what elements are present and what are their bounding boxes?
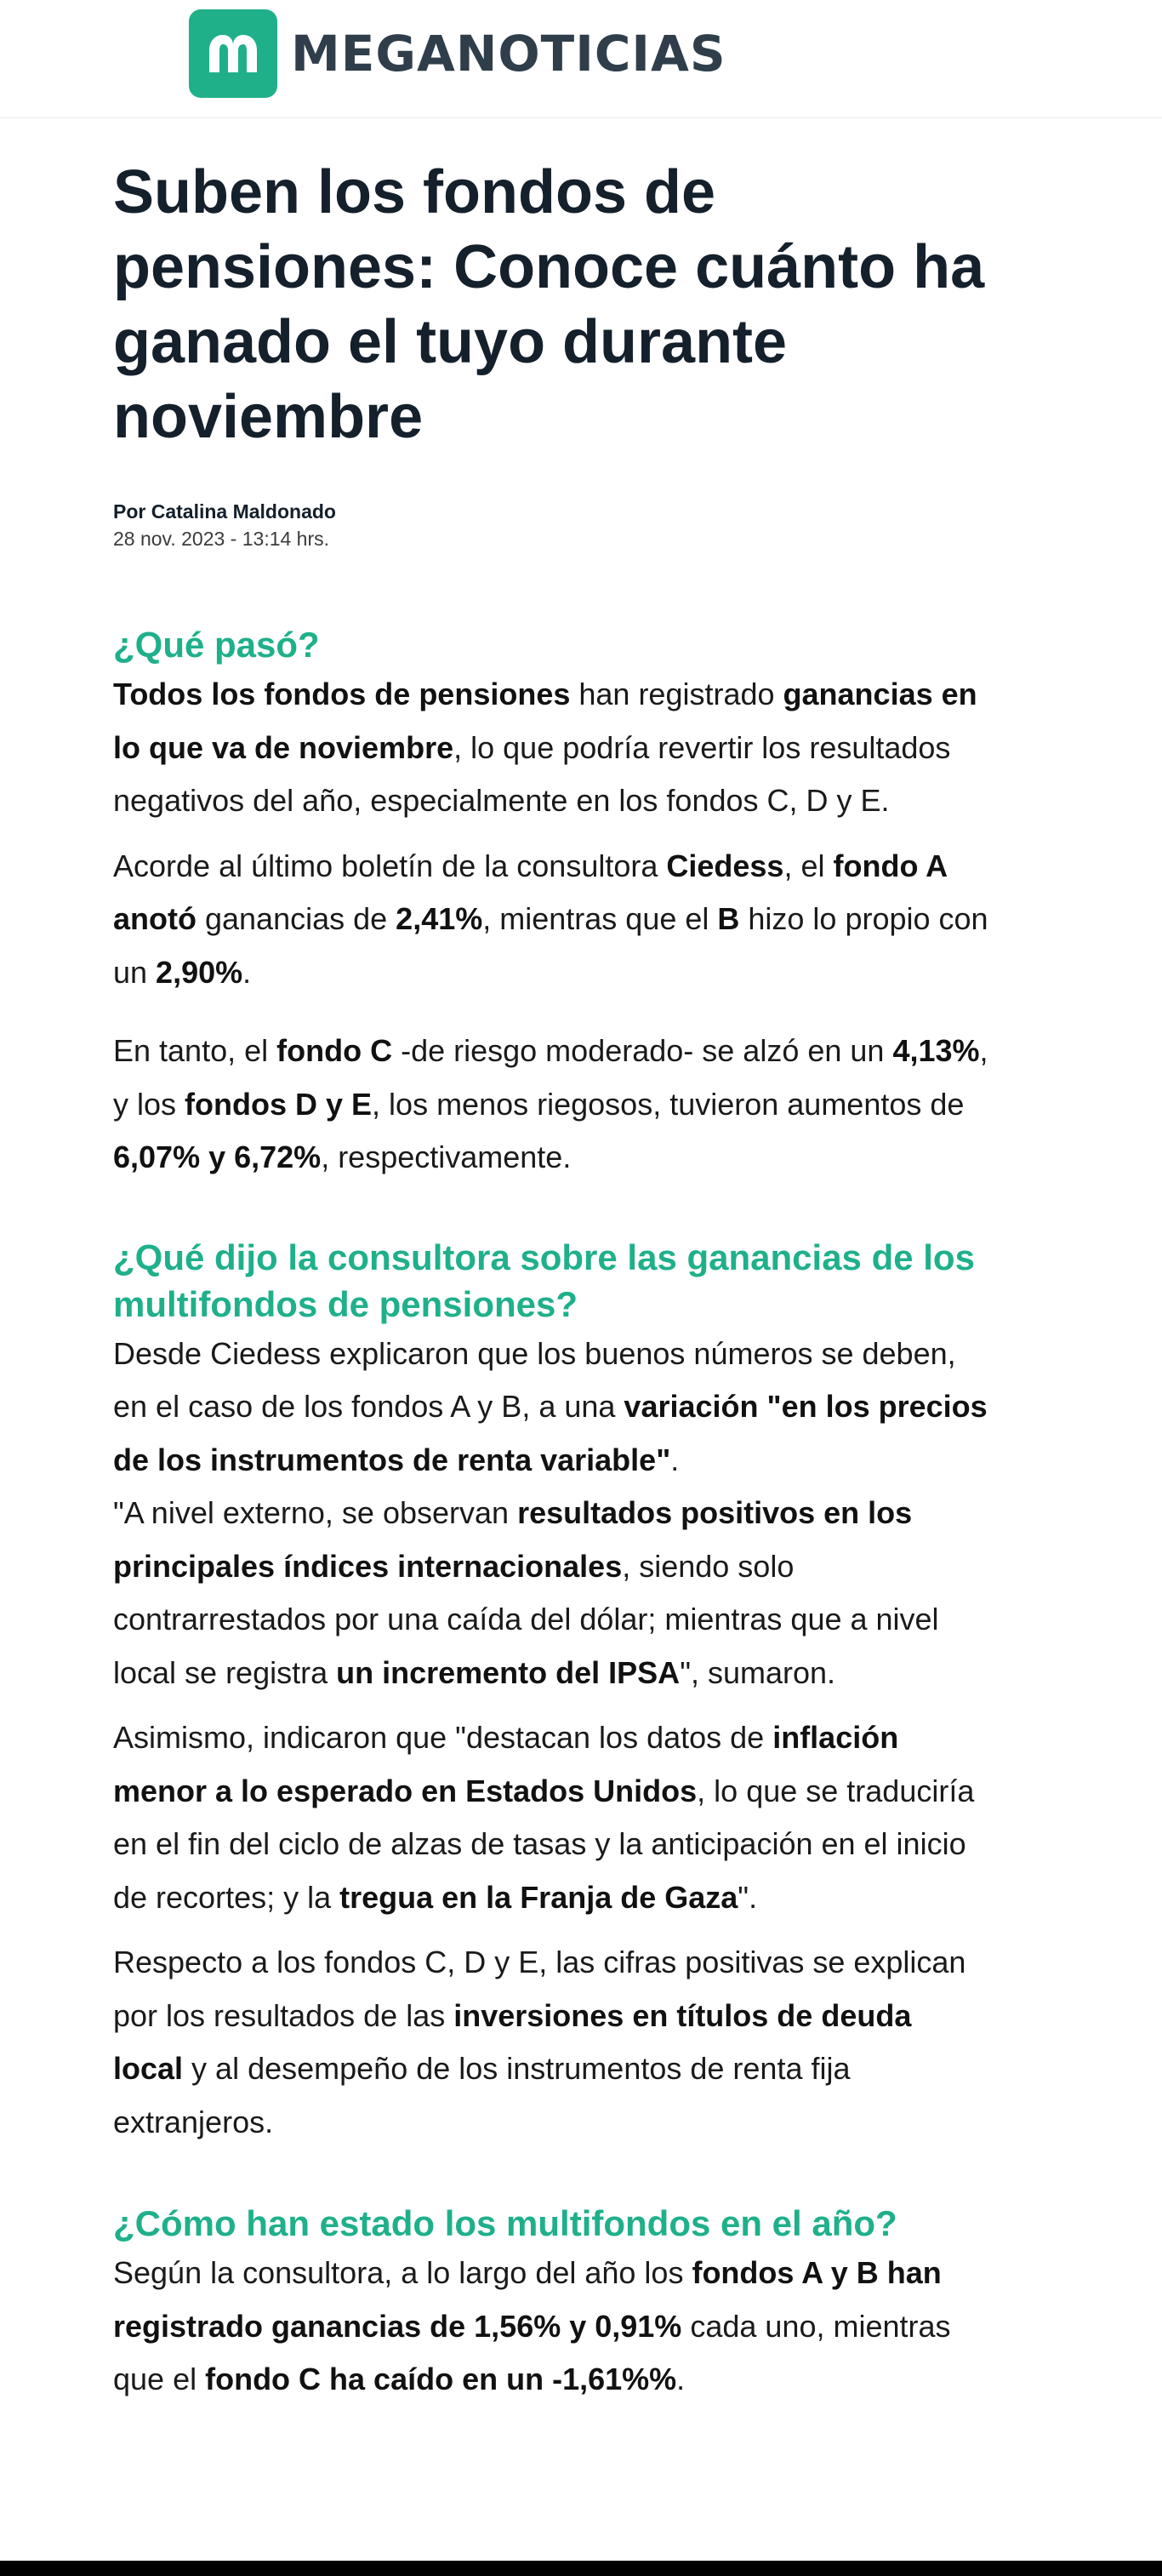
article-title: Suben los fondos de pensiones: Conoce cuánto ha ganado el tuyo durante noviembre [113,158,985,451]
article-paragraph [113,668,989,828]
article-paragraph [113,1328,989,1488]
bold-text: ganancias en lo que va de noviembre [113,677,977,765]
article-date: 28 nov. 2023 - 13:14 hrs. [113,528,330,550]
text-run: Acorde al último boletín de la consultora [113,848,667,883]
bold-text: tregua en la Franja de Gaza [339,1879,738,1915]
bold-text: fondo C ha caído en un -1,61%% [205,2362,677,2396]
bold-text: inflación menor a lo esperado en Estados Unidos [113,1720,899,1808]
article-author: Por Catalina Maldonado [113,500,336,523]
text-run: ganancias de [196,901,396,936]
bold-text: 6,07% y 6,72% [113,1139,322,1174]
article-paragraph [113,1025,989,1185]
bold-text: 4,13% [892,1033,980,1068]
article-paragraph [113,2247,989,2407]
text-run: ". [738,1879,758,1915]
bold-text: variación "en los precios de los instrumentos de renta variable" [113,1389,988,1477]
text-run: "A nivel externo, se observan [113,1495,518,1530]
bottom-bar [0,2561,1162,2576]
site-logo-link[interactable] [189,9,726,98]
byline [113,497,998,551]
bold-text: 2,90% [156,954,243,990]
site-header [0,0,1162,118]
text-run: y al desempeño de los instrumentos de renta fija extranjeros. [113,2051,851,2139]
text-run: , el [783,848,834,883]
bold-text: fondos D y E [185,1086,373,1122]
text-run: . [676,2362,686,2396]
text-run: han registrado [570,677,783,711]
section-heading: ¿Cómo han estado los multifondos en el año? [113,2203,897,2243]
article-header [113,155,998,551]
bold-text: un incremento del IPSA [336,1654,681,1690]
text-run: -de riesgo moderado- se alzó en un [392,1033,893,1068]
text-run: , siendo solo contrarrestados por una caída del dólar; mientras que a nivel local se registra [113,1548,939,1690]
article-paragraph [113,840,989,1000]
text-run: Respecto a los fondos C, D y E, las cifras positivas se explican por los resultados de las [113,1945,966,2033]
text-run: Según la consultora, a lo largo del año los [113,2255,692,2290]
text-run: , los menos riegosos, tuvieron aumentos de [372,1086,965,1122]
bold-text: resultados positivos en los principales índices internacionales [113,1495,913,1584]
article-paragraph [113,1487,989,1699]
bold-text: fondo C [276,1033,393,1068]
text-run: . [670,1442,680,1477]
bold-text: Todos los fondos de pensiones [113,677,571,711]
article-section [113,2200,989,2407]
section-heading: ¿Qué dijo la consultora sobre las ganancias de los multifondos de pensiones? [113,1237,975,1324]
text-run: En tanto, el [113,1033,277,1068]
bold-text: fondo A anotó [113,848,947,936]
text-run: Desde Ciedess explicaron que los buenos números se deben, en el caso de los fondos A y B, a una [113,1335,956,1424]
meganoticias-m-logo-icon [189,9,277,98]
text-run: , mientras que el [482,901,718,936]
text-run: ", sumaron. [680,1654,836,1690]
text-run: . [242,954,252,990]
bold-text: Ciedess [666,848,784,883]
text-run: , lo que podría revertir los resultados negativos del año, especialmente en los fondos C, D y E. [113,729,951,818]
text-run: cada uno, mientras que el [113,2308,951,2396]
section-heading: ¿Qué pasó? [113,625,320,665]
article-paragraph [113,1711,989,1924]
text-run: , lo que se traduciría en el fin del ciclo de alzas de tasas y la anticipación en el inicio de recortes; y la [113,1773,975,1915]
text-run: hizo lo propio con un [113,901,988,990]
bold-text: fondos A y B han registrado ganancias de 1,56% y 0,91% [113,2255,942,2344]
bold-text: inversiones en títulos de deuda local [113,1997,912,2086]
text-run: , respectivamente. [321,1139,572,1174]
article-body [113,621,989,2407]
brand-name: MEGANOTICIAS [291,25,726,83]
text-run: Asimismo, indicaron que "destacan los datos de [113,1720,773,1755]
bold-text: 2,41% [396,901,483,936]
text-run: , y los [113,1033,988,1122]
article-paragraph [113,1936,989,2149]
article-section [113,1234,989,2150]
article-section [113,621,989,1185]
bold-text: B [717,901,740,936]
